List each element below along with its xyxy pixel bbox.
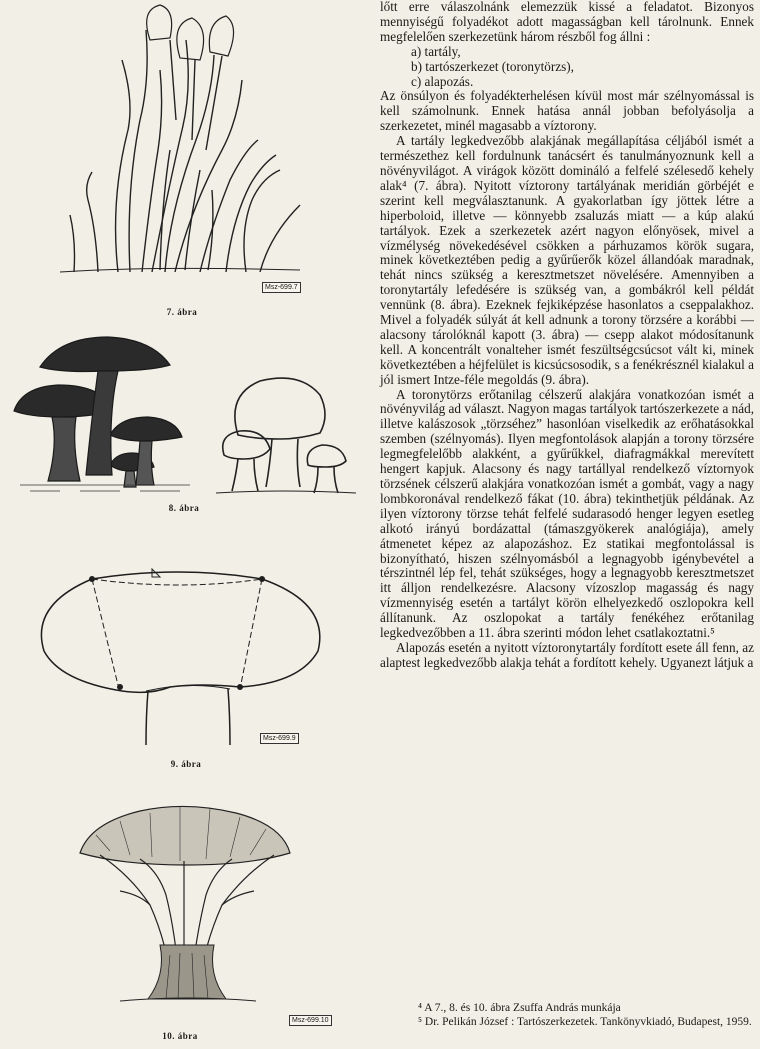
paragraph-wind: Az önsúlyon és folyadékterhelésen kívül most már szélnyomással is kell számolnunk. Ennek hatása annál jobban befolyásolja a szerkezetet, minél magasabb a víztorony.: [380, 88, 754, 134]
figure-10-drawing: [0, 795, 378, 1020]
text-column: [380, 0, 754, 671]
figure-7: [0, 0, 378, 320]
figure-9-drawing: [0, 555, 378, 765]
footnotes: [380, 1002, 754, 1029]
figure-column: [0, 0, 378, 1049]
paragraph-tank: A tartály legkedvezőbb alakjának megállapítása céljából ismét a természethez kell fordulnunk tanácsért és tanulmányoznunk kell a növényvilágot. A virágok között domináló a felfelé szélesedő kehely alak⁴ (7. ábra). Nyitott víztorony tartályának meridián görbéjét e szerint kell megválasztanunk. A gyakorlatban így jöttek létre a hiperboloid, illetve — könnyebb zsaluzás miatt — a kúp alakú tartályok. Ezek a szerkezetek azért nagyon előnyösek, mivel a vízmélység növekedésével csökken a párhuzamos körök sugara, minek következtében pedig a gyűrűerők közel állandóak maradnak, tehát nincs szükség a keresztmetszet növelésére. Amennyiben a toronytartály lefedésére is szükség van, a gombákról kell példát vennünk (8. ábra). Ezeknek fejkiképzése hasonlatos a cseppalakhoz. Mivel a folyadék súlyát át kell adnunk a torony törzsére a korábbi — alacsony tárolóknál kapott (3. ábra) — csepp alakot módosítanunk kell. A koncentrált vonalteher ismét feszültségcsúcsot vált ki, minek következtében a héjfelület is kicsúcsosodik, s a fenékrésznél kialakul a jól ismert Intze-féle megoldás (9. ábra).: [380, 133, 754, 387]
figure-8-drawing: [0, 325, 378, 515]
list-item: c) alapozás.: [411, 73, 474, 89]
footnote: ⁵ Dr. Pelikán József : Tartószerkezetek. Tankönyvkiadó, Budapest, 1959.: [418, 1015, 752, 1028]
figure-7-stamp: Msz-699.7: [262, 282, 301, 293]
list-item: a) tartály,: [411, 43, 461, 59]
paragraph-intro: lőtt erre válaszolnánk elemezzük kissé a feladatot. Bizonyos mennyiségű folyadékot adott magasságban kell tárolnunk. Ennek megfelelően szerkezetünk három részből fog állni :: [380, 0, 754, 44]
figure-9-stamp: Msz-699.9: [260, 733, 299, 744]
footnote: ⁴ A 7., 8. és 10. ábra Zsuffa András munkája: [418, 1002, 621, 1014]
figure-8-caption: 8. ábra: [168, 503, 200, 513]
figure-10-caption: 10. ábra: [162, 1031, 198, 1041]
figure-8: [0, 325, 378, 525]
list-item: b) tartószerkezet (toronytörzs),: [411, 58, 574, 74]
figure-7-caption: 7. ábra: [166, 307, 198, 317]
figure-9: [0, 555, 378, 785]
figure-7-drawing: [0, 0, 378, 300]
figure-10: [0, 795, 378, 1049]
paragraph-foundation: Alapozás esetén a nyitott víztoronytartály fordított esete áll fenn, az alaptest legkedvezőbb alakja tehát a fordított kehely. Ugyanezt látjuk a: [380, 639, 754, 670]
figure-9-caption: 9. ábra: [170, 759, 202, 769]
figure-10-stamp: Msz-699.10: [289, 1015, 332, 1026]
component-list: [380, 45, 754, 90]
paragraph-tower: A toronytörzs erőtanilag célszerű alakjára vonatkozóan ismét a növényvilág ad választ. Nagyon magas tartályok tartószerkezete a nád, illetve kalászosok „törzséhez” hasonlóan viselkedik az erőhatásokkal szemben (szélnyomás). Ilyen megfontolások alapján a torony törzsére legmegfelelőbb alakként, a gyűrűkkel, diafragmákkal merevített hengert kapjuk. Alacsony és nagy tartállyal rendelkező víztornyok törzsének célszerű alakjára vonatkozóan ismét a gombát, vagy a nagy lombkoronával rendelkező fákat (10. ábra) tekinthetjük példának. Az ilyen víztorony törzse tehát felfelé sudarasodó henger legyen esetleg alkotó irányú bordázattal (támaszgyökerek analógiája), amely átmenetet képez az alapozáshoz. Ez statikai megfontolással is bizonyítható, hiszen szélnyomásból a legnagyobb igénybevétel a térszintnél lép fel, tehát szükséges, hogy a legnagyobb keresztmetszet itt álljon rendelkezésre. Alacsony vízoszlop magasság és nagy vízmennyiség esetén a tartályt körön elhelyezkedő oszlopokra kell állítanunk. Az oszlopokat a tartály fenékéhez erőtanilag legkedvezőbben a 11. ábra szerinti módon lehet csatlakoztatni.⁵: [380, 386, 754, 641]
